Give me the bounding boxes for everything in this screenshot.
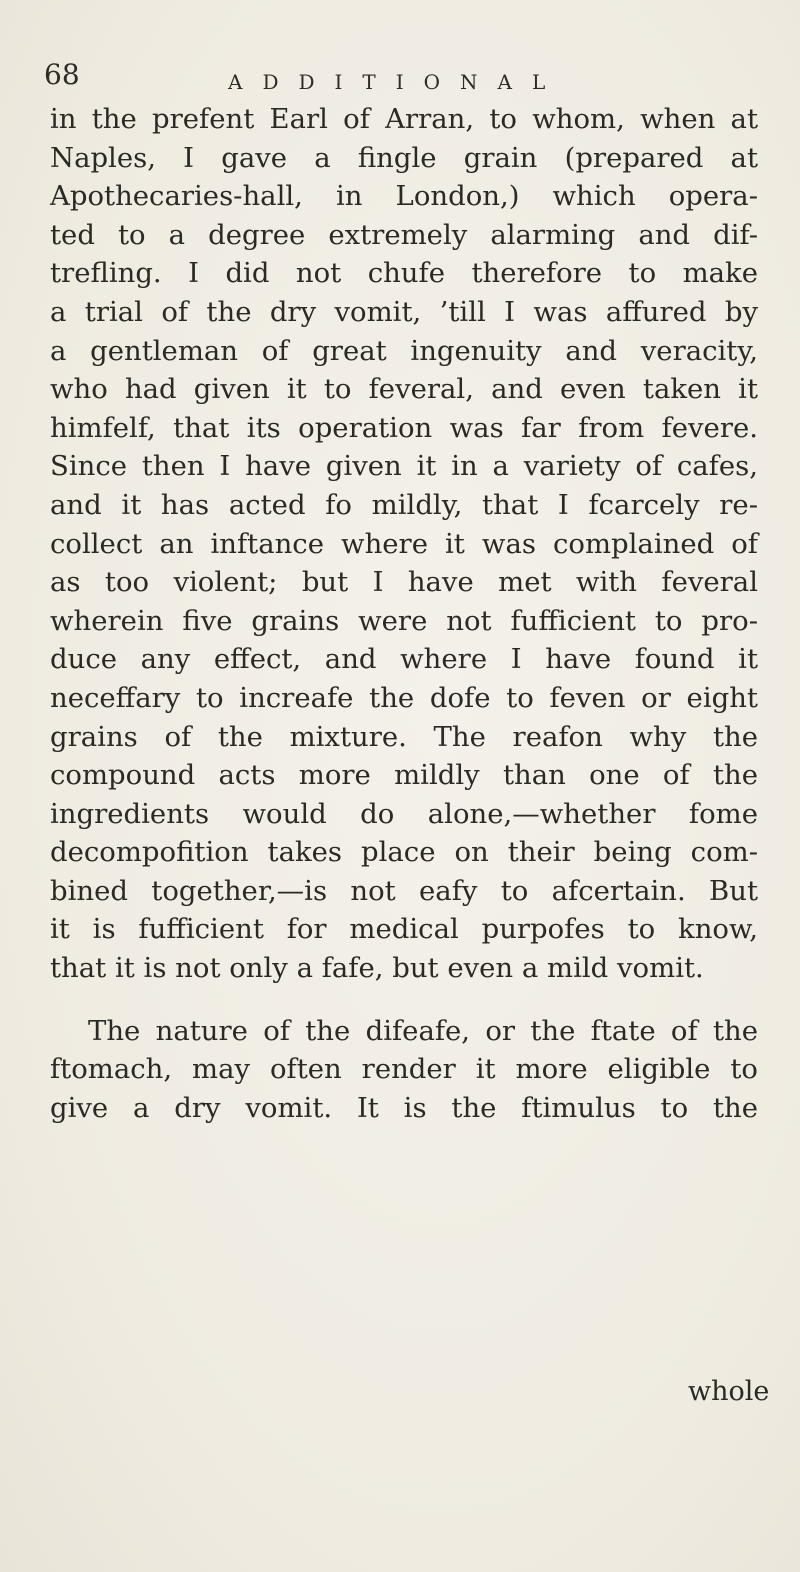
text-line: a trial of the dry vomit, ’till I was affured by — [50, 295, 758, 328]
paragraph-gap — [50, 988, 758, 1012]
text-line: who had given it to feveral, and even taken it — [50, 373, 758, 406]
text-line: ftomach, may often render it more eligible to — [50, 1053, 758, 1086]
text-line: Since then I have given it in a variety of cafes, — [50, 450, 758, 483]
text-line: bined together,—is not eafy to afcertain. But — [50, 874, 758, 907]
text-line: grains of the mixture. The reafon why the — [50, 720, 758, 753]
text-line: The nature of the difeafe, or the ftate of the — [88, 1014, 758, 1047]
paragraph-1 — [50, 100, 758, 988]
text-line: ted to a degree extremely alarming and dif- — [50, 218, 758, 251]
text-line: Naples, I gave a fingle grain (prepared at — [50, 141, 758, 174]
paragraph-2 — [50, 1012, 758, 1128]
text-line: in the prefent Earl of Arran, to whom, when at — [50, 103, 758, 135]
text-line: that it is not only a fafe, but even a mild vomit. — [50, 952, 704, 985]
body-text — [50, 100, 758, 1127]
running-head: ADDITIONAL — [228, 70, 566, 94]
text-line: trefling. I did not chufe therefore to make — [50, 257, 758, 290]
text-line: as too violent; but I have met with feveral — [50, 566, 758, 599]
text-line: neceffary to increafe the dofe to feven or eight — [50, 681, 758, 714]
catchword: whole — [688, 1376, 770, 1407]
text-line: a gentleman of great ingenuity and veracity, — [50, 334, 758, 367]
text-line: it is fufficient for medical purpofes to know, — [50, 913, 758, 946]
text-line: Apothecaries-hall, in London,) which opera- — [50, 180, 758, 213]
text-line: compound acts more mildly than one of the — [50, 759, 758, 792]
page-number: 68 — [44, 58, 80, 91]
text-line: duce any effect, and where I have found it — [50, 643, 758, 676]
text-line: himfelf, that its operation was far from fevere. — [50, 411, 758, 444]
text-line: and it has acted fo mildly, that I fcarcely re- — [50, 488, 758, 521]
text-line: decompofition takes place on their being com- — [50, 836, 758, 869]
text-line: wherein five grains were not fufficient to pro- — [50, 604, 758, 637]
text-line: ingredients would do alone,—whether fome — [50, 797, 758, 830]
text-line: give a dry vomit. It is the ftimulus to the — [50, 1091, 758, 1124]
text-line: collect an inftance where it was complained of — [50, 527, 758, 560]
